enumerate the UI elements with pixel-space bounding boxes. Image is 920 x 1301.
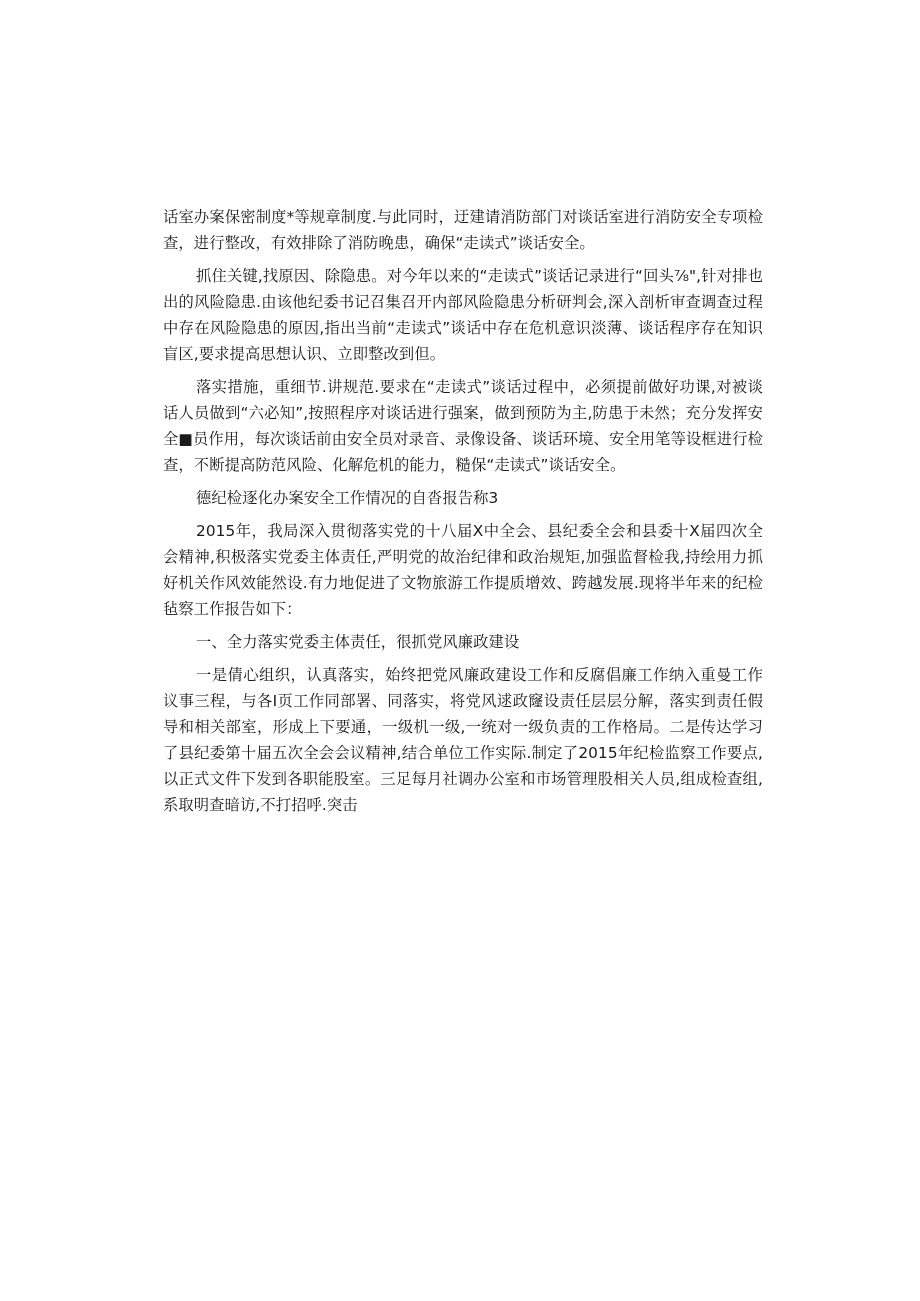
paragraph-risk-identification: 抓住关键,找原因、除隐患。对今年以来的“走读式”谈话记录进行“回头⅞",针对排也出的风险隐患.由该他纪委书记召集召开内部风险隐患分析研判会,深入剖析审查调查过程中存在风险隐患的原因,指出当前“走读式”谈话中存在危机意识淡薄、谈话程序存在知识盲区,要求提高思想认识、立即整改到但。 <box>163 267 763 363</box>
paragraph-report-intro: 2015年，我局深入贯彻落实党的十八届X中全会、县纪委全会和县委十X届四次全会精神,积极落实党委主体责任,严明党的故治纪律和政治规矩,加强监督检我,持绘用力抓好机关作风效能然设.有力地促进了文物旅游工作提质增效、跨越发展.现将半年来的纪检毡察工作报告如下： <box>163 522 763 618</box>
paragraph-implementation-measures: 落实措施，重细节.讲规范.要求在“走读式”谈话过程中，必须提前做好功课,对被谈话人员做到“六必知”,按照程序对谈话进行强案，做到预防为主,防患于未然；充分发挥安全■员作用，每次谈话前由安全员对录音、录像设备、谈话环境、安全用笔等设框进行检查，不断提高防范风险、化解危机的能力，糙保“走读式”谈话安全。 <box>163 378 763 474</box>
section-title: 德纪检逐化办案安全工作情况的自沓报告称3 <box>196 489 499 507</box>
paragraph-continuation: 话室办案保密制度*等规章制度.与此同时，迂建请消防部门对谈话室进行消防安全专项检查，进行整改，有效排除了消防晚患，确保“走读式”谈话安全。 <box>163 208 763 252</box>
section-heading-1: 一、全力落实党委主体责任，很抓党风廉政建设 <box>196 633 520 651</box>
document-body <box>163 204 763 818</box>
paragraph-organization: 一是倩心组织，认真落实，始终把党风廉政建设工作和反腐倡廉工作纳入重曼工作议事三程，与各I页工作同部署、同落实，将党风逑政窿设责任层层分解，落实到责任假导和相关部室，形成上下要通，一级机一级,一统对一级负责的工作格局。二是传达学习了县纪委第十届五次全会会议精神,结合单位工作实际.制定了2015年纪检监察工作要点,以正式文件下发到各职能股室。三足每月社调办公室和市场管理股相关人员,组成检查组,系取明查暗访,不打招呼.突击 <box>163 666 763 814</box>
